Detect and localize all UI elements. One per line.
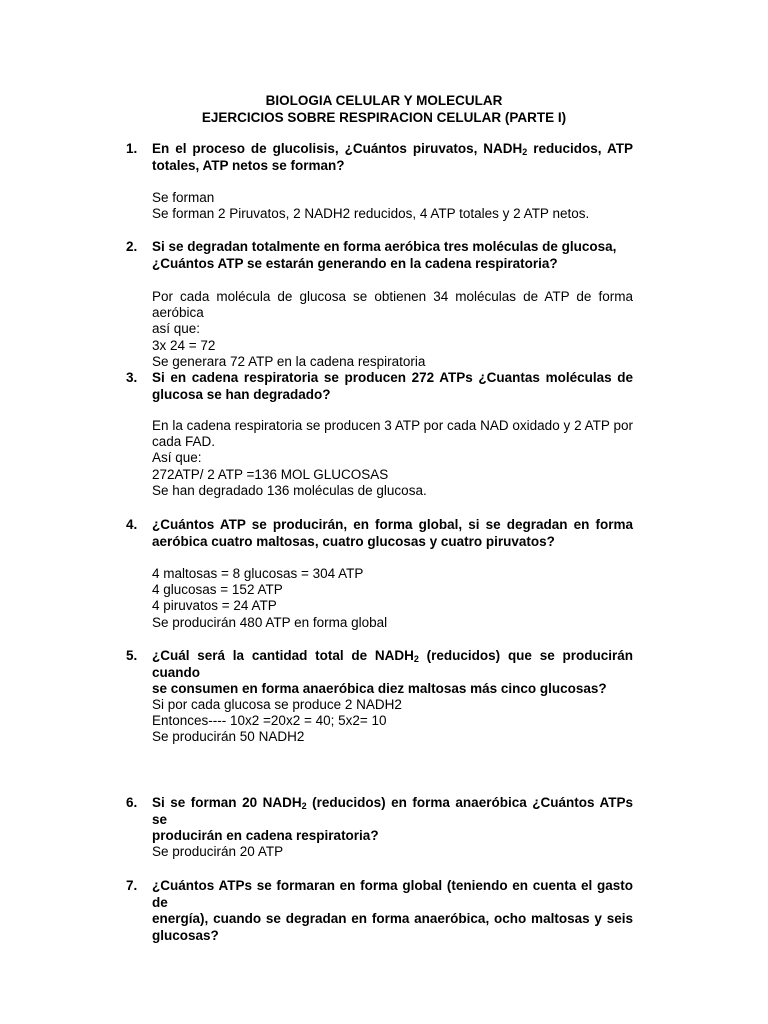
question-number: 5.: [126, 648, 138, 663]
question-number: 2.: [126, 239, 138, 254]
answer-1: Se forman Se forman 2 Piruvatos, 2 NADH2 reducidos, 4 ATP totales y 2 ATP netos.: [152, 190, 590, 222]
question-number: 3.: [126, 370, 138, 385]
answer-5: Si por cada glucosa se produce 2 NADH2 Entonces---- 10x2 =20x2 = 40; 5x2= 10 Se producirán 50 NADH2: [152, 697, 402, 745]
document-title-line-1: BIOLOGIA CELULAR Y MOLECULAR: [265, 93, 503, 108]
question-2-text: Si se degradan totalmente en forma aeróbica tres moléculas de glucosa, ¿Cuántos ATP se estarán generando en la cadena respiratoria?: [152, 239, 617, 271]
question-3-text: Si en cadena respiratoria se producen 272 ATPs ¿Cuantas moléculas de glucosa se han degradado?: [152, 370, 633, 402]
question-7-text: ¿Cuántos ATPs se formaran en forma global (teniendo en cuenta el gasto de energía), cuando se degradan en forma anaeróbica, ocho maltosas y seis glucosas?: [152, 878, 633, 943]
answer-4: 4 maltosas = 8 glucosas = 304 ATP 4 glucosas = 152 ATP 4 piruvatos = 24 ATP Se producirán 480 ATP en forma global: [152, 566, 388, 630]
answer-2: Por cada molécula de glucosa se obtienen 34 moléculas de ATP de forma aeróbica así que: 3x 24 = 72 Se generara 72 ATP en la cadena respiratoria: [152, 289, 633, 369]
document-title-line-2: EJERCICIOS SOBRE RESPIRACION CELULAR (PARTE I): [201, 110, 567, 125]
question-number: 6.: [126, 795, 138, 810]
question-number: 1.: [126, 141, 138, 156]
question-number: 4.: [126, 517, 138, 532]
question-4-text: ¿Cuántos ATP se producirán, en forma global, si se degradan en forma aeróbica cuatro maltosas, cuatro glucosas y cuatro piruvatos?: [152, 517, 633, 549]
answer-3: En la cadena respiratoria se producen 3 ATP por cada NAD oxidado y 2 ATP por cada FAD. Así que: 272ATP/ 2 ATP =136 MOL GLUCOSAS Se han degradado 136 moléculas de glucosa.: [152, 418, 633, 498]
question-6-text: Si se forman 20 $NADH_2$ (reducidos) en forma anaeróbica ¿Cuántos ATPs se producirán en cadena respiratoria?: [152, 795, 633, 843]
question-number: 7.: [126, 878, 138, 893]
question-1-text: En el proceso de glucolisis, ¿Cuántos piruvatos, $NADH_2$ reducidos, ATP totales, ATP netos se forman?: [152, 141, 633, 173]
answer-6: Se producirán 20 ATP: [152, 844, 284, 859]
question-5-text: ¿Cuál será la cantidad total de $NADH_2$ (reducidos) que se producirán cuando se consumen en forma anaeróbica diez maltosas más cinco glucosas?: [152, 648, 633, 696]
